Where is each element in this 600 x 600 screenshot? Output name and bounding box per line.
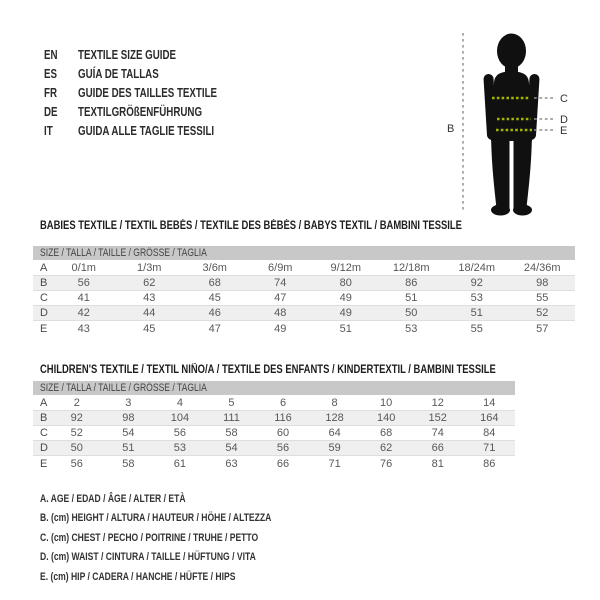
table-cell: 81 bbox=[431, 457, 444, 470]
language-code-text: EN bbox=[44, 47, 58, 62]
language-title: GUIDA ALLE TAGLIE TESSILI bbox=[78, 123, 215, 138]
table-row bbox=[33, 411, 515, 426]
table-cell: 43 bbox=[77, 322, 90, 335]
language-code-text: FR bbox=[44, 85, 58, 100]
table-row bbox=[33, 441, 515, 456]
table-cell: 56 bbox=[173, 427, 187, 439]
table-cell: 41 bbox=[77, 292, 90, 304]
table-cell: 8 bbox=[331, 397, 338, 409]
table-cell: 52 bbox=[70, 427, 83, 439]
language-code-text: ES bbox=[44, 66, 58, 81]
babies-section-title bbox=[40, 220, 555, 233]
row-label: C bbox=[40, 427, 48, 439]
table-cell: 58 bbox=[122, 457, 135, 470]
table-cell: 5 bbox=[228, 397, 235, 409]
babies-table-body bbox=[33, 261, 575, 336]
language-code bbox=[44, 47, 78, 62]
language-code-text: IT bbox=[44, 123, 53, 138]
table-cell: 60 bbox=[276, 427, 290, 439]
table-cell: 66 bbox=[431, 442, 444, 454]
language-code-text: DE bbox=[44, 104, 58, 119]
figure-label-chest: C bbox=[560, 93, 568, 105]
table-cell: 61 bbox=[173, 457, 187, 470]
table-row bbox=[33, 456, 515, 471]
row-label: B bbox=[40, 277, 48, 289]
table-cell: 3/6m bbox=[202, 262, 227, 274]
table-cell: 3 bbox=[125, 397, 132, 409]
table-cell: 76 bbox=[380, 457, 393, 470]
table-cell: 47 bbox=[274, 292, 287, 304]
table-cell: 128 bbox=[325, 412, 344, 424]
table-cell: 43 bbox=[143, 292, 156, 304]
row-label: A bbox=[40, 262, 48, 274]
table-cell: 2 bbox=[73, 397, 80, 409]
language-title: TEXTILGRÖßENFÜHRUNG bbox=[78, 104, 203, 119]
legend-item bbox=[40, 489, 337, 509]
table-row bbox=[33, 396, 515, 411]
table-cell: 58 bbox=[225, 427, 238, 439]
table-row bbox=[33, 321, 575, 336]
row-label: A bbox=[40, 397, 48, 409]
table-cell: 55 bbox=[536, 292, 549, 304]
table-row bbox=[33, 261, 575, 276]
table-cell: 84 bbox=[483, 427, 496, 439]
legend-item-text: B. (cm) HEIGHT / ALTURA / HAUTEUR / HÖHE / ALTEZZA bbox=[40, 512, 272, 525]
table-cell: 51 bbox=[405, 292, 418, 304]
figure-label-waist: D bbox=[560, 114, 568, 126]
table-cell: 12 bbox=[431, 397, 444, 409]
babies-size-table bbox=[33, 246, 575, 336]
language-code bbox=[44, 85, 78, 100]
table-cell: 92 bbox=[70, 412, 83, 424]
table-row bbox=[33, 426, 515, 441]
table-cell: 18/24m bbox=[458, 262, 496, 274]
table-cell: 55 bbox=[470, 322, 483, 335]
table-cell: 53 bbox=[405, 322, 418, 335]
table-cell: 68 bbox=[208, 277, 221, 289]
figure-label-height: B bbox=[447, 123, 455, 135]
size-figure bbox=[430, 10, 600, 225]
table-cell: 56 bbox=[70, 457, 83, 470]
row-label: E bbox=[40, 322, 48, 335]
language-code bbox=[44, 104, 78, 119]
language-row bbox=[44, 102, 263, 121]
table-cell: 45 bbox=[208, 292, 221, 304]
language-row bbox=[44, 45, 263, 64]
table-cell: 51 bbox=[470, 307, 483, 319]
table-cell: 4 bbox=[176, 397, 183, 409]
table-cell: 71 bbox=[328, 457, 341, 470]
language-row bbox=[44, 64, 263, 83]
language-code bbox=[44, 66, 78, 81]
table-cell: 116 bbox=[274, 412, 292, 424]
table-cell: 50 bbox=[405, 307, 418, 319]
babies-table-header bbox=[33, 246, 575, 260]
table-cell: 9/12m bbox=[330, 262, 362, 274]
table-cell: 98 bbox=[536, 277, 549, 289]
legend-item-text: A. AGE / EDAD / ÂGE / ALTER / ETÀ bbox=[40, 492, 186, 505]
table-cell: 86 bbox=[483, 457, 496, 470]
language-title: GUÍA DE TALLAS bbox=[78, 66, 159, 81]
table-cell: 48 bbox=[274, 307, 287, 319]
table-cell: 45 bbox=[143, 322, 156, 335]
table-cell: 111 bbox=[223, 412, 240, 424]
table-row bbox=[33, 276, 575, 291]
table-cell: 49 bbox=[339, 307, 352, 319]
table-cell: 152 bbox=[428, 412, 447, 424]
table-cell: 62 bbox=[143, 277, 156, 289]
table-cell: 53 bbox=[173, 442, 187, 454]
table-row bbox=[33, 291, 575, 306]
table-cell: 47 bbox=[208, 322, 221, 335]
table-cell: 6 bbox=[279, 397, 287, 409]
language-title: TEXTILE SIZE GUIDE bbox=[78, 47, 177, 62]
table-cell: 64 bbox=[328, 427, 341, 439]
table-cell: 44 bbox=[143, 307, 156, 319]
table-cell: 6/9m bbox=[268, 262, 293, 274]
babies-section-title-text: BABIES TEXTILE / TEXTIL BEBÉS / TEXTILE DES BÉBÉS / BABYS TEXTIL / BAMBINI TESSILE bbox=[40, 220, 462, 232]
language-row bbox=[44, 121, 263, 140]
table-cell: 140 bbox=[376, 412, 396, 424]
table-cell: 86 bbox=[405, 277, 418, 289]
table-cell: 63 bbox=[225, 457, 238, 470]
language-list bbox=[44, 45, 263, 140]
table-cell: 49 bbox=[339, 292, 352, 304]
measure-legend bbox=[40, 489, 337, 587]
table-cell: 54 bbox=[122, 427, 135, 439]
table-cell: 54 bbox=[225, 442, 238, 454]
table-cell: 50 bbox=[70, 442, 83, 454]
table-cell: 80 bbox=[339, 277, 352, 289]
table-cell: 56 bbox=[276, 442, 290, 454]
row-label: C bbox=[40, 292, 48, 304]
children-section-title bbox=[40, 364, 596, 377]
row-label: B bbox=[40, 412, 48, 424]
children-section-title-text: CHILDREN'S TEXTILE / TEXTIL NIÑO/A / TEXTILE DES ENFANTS / KINDERTEXTIL / BAMBINI TESSILE bbox=[40, 364, 496, 376]
children-table-header-text: SIZE / TALLA / TAILLE / GRÖSSE / TAGLIA bbox=[40, 382, 207, 394]
legend-item bbox=[40, 548, 337, 568]
table-cell: 57 bbox=[536, 322, 549, 335]
table-cell: 1/3m bbox=[137, 262, 162, 274]
table-cell: 51 bbox=[122, 442, 135, 454]
table-cell: 98 bbox=[122, 412, 135, 424]
figure-label-hip: E bbox=[560, 125, 568, 137]
table-cell: 66 bbox=[276, 457, 290, 470]
table-cell: 68 bbox=[380, 427, 393, 439]
language-row bbox=[44, 83, 263, 102]
row-label: E bbox=[40, 457, 48, 470]
legend-item-text: E. (cm) HIP / CADERA / HANCHE / HÜFTE / HIPS bbox=[40, 570, 236, 583]
row-label: D bbox=[40, 307, 48, 319]
children-table-body bbox=[33, 396, 515, 471]
table-cell: 53 bbox=[470, 292, 483, 304]
table-cell: 0/1m bbox=[71, 262, 96, 274]
row-label: D bbox=[40, 442, 48, 454]
table-cell: 74 bbox=[274, 277, 287, 289]
table-cell: 14 bbox=[483, 397, 496, 409]
table-cell: 56 bbox=[77, 277, 90, 289]
children-size-table bbox=[33, 381, 515, 471]
language-title: GUIDE DES TAILLES TEXTILE bbox=[78, 85, 218, 100]
table-cell: 51 bbox=[339, 322, 352, 335]
babies-table-header-text: SIZE / TALLA / TAILLE / GRÖSSE / TAGLIA bbox=[40, 247, 207, 259]
table-cell: 46 bbox=[208, 307, 221, 319]
legend-item bbox=[40, 509, 337, 529]
child-silhouette-icon bbox=[483, 34, 539, 216]
language-code bbox=[44, 123, 78, 138]
legend-item bbox=[40, 567, 337, 587]
legend-item-text: D. (cm) WAIST / CINTURA / TAILLE / HÜFTUNG / VITA bbox=[40, 551, 256, 564]
table-cell: 12/18m bbox=[392, 262, 430, 274]
table-cell: 52 bbox=[536, 307, 549, 319]
table-cell: 71 bbox=[483, 442, 496, 454]
table-cell: 42 bbox=[77, 307, 90, 319]
table-cell: 49 bbox=[274, 322, 287, 335]
table-cell: 10 bbox=[380, 397, 393, 409]
table-cell: 24/36m bbox=[523, 262, 561, 274]
legend-item-text: C. (cm) CHEST / PECHO / POITRINE / TRUHE / PETTO bbox=[40, 531, 259, 544]
table-cell: 164 bbox=[480, 412, 499, 424]
table-cell: 104 bbox=[170, 412, 190, 424]
table-cell: 59 bbox=[328, 442, 341, 454]
table-row bbox=[33, 306, 575, 321]
legend-item bbox=[40, 528, 337, 548]
children-table-header bbox=[33, 381, 515, 395]
table-cell: 74 bbox=[431, 427, 444, 439]
table-cell: 92 bbox=[470, 277, 483, 289]
table-cell: 62 bbox=[380, 442, 393, 454]
